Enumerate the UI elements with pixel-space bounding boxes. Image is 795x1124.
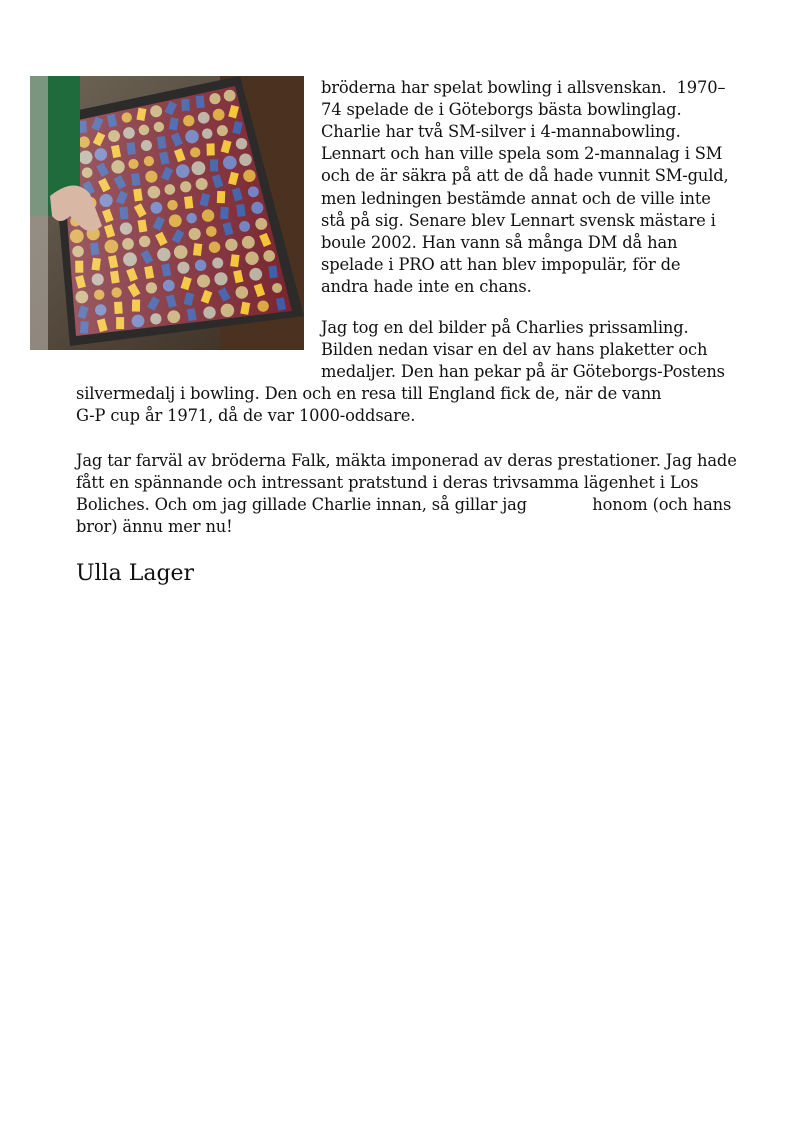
- display-case-photo: [30, 76, 304, 350]
- paragraph-line: medaljer. Den han pekar på är Göteborgs-Postens: [321, 362, 725, 382]
- paragraph-line: Bilden nedan visar en del av hans plaketter och: [321, 340, 708, 360]
- paragraph-line: andra hade inte en chans.: [321, 276, 532, 296]
- paragraph-line: Jag tog en del bilder på Charlies prissamling.: [321, 318, 689, 337]
- paragraph-line: bror) ännu mer nu!: [76, 517, 233, 537]
- paragraph-line: stå på sig. Senare blev Lennart svensk mästare i: [321, 210, 716, 230]
- paragraph-line: Boliches. Och om jag gillade Charlie innan, så gillar jag honom (och hans: [76, 495, 732, 515]
- paragraph-line: men ledningen bestämde annat och de ville inte: [321, 188, 711, 208]
- paragraph-line: Jag tar farväl av bröderna Falk, mäkta imponerad av deras prestationer. Jag hade: [76, 451, 737, 470]
- paragraph-line: 74 spelade de i Göteborgs bästa bowlinglag.: [321, 100, 682, 120]
- paragraph-line: bröderna har spelat bowling i allsvenskan. 1970–: [321, 78, 726, 97]
- paragraph-line: spelade i PRO att han blev impopulär, för de: [321, 254, 681, 274]
- paragraph-line: G-P cup år 1971, då de var 1000-oddsare.: [76, 406, 416, 426]
- prize-collection-photo: [30, 76, 304, 350]
- paragraph-line: och de är säkra på att de då hade vunnit SM-guld,: [321, 166, 729, 186]
- paragraph-line: boule 2002. Han vann så många DM då han: [321, 232, 678, 252]
- paragraph-line: Lennart och han ville spela som 2-mannalag i SM: [321, 144, 723, 164]
- paragraph-line: Charlie har två SM-silver i 4-mannabowling.: [321, 122, 681, 142]
- paragraph-line: fått en spännande och intressant pratstund i deras trivsamma lägenhet i Los: [76, 473, 699, 493]
- author-signature: Ulla Lager: [76, 561, 195, 586]
- paragraph-line: silvermedalj i bowling. Den och en resa till England fick de, när de vann: [76, 384, 662, 403]
